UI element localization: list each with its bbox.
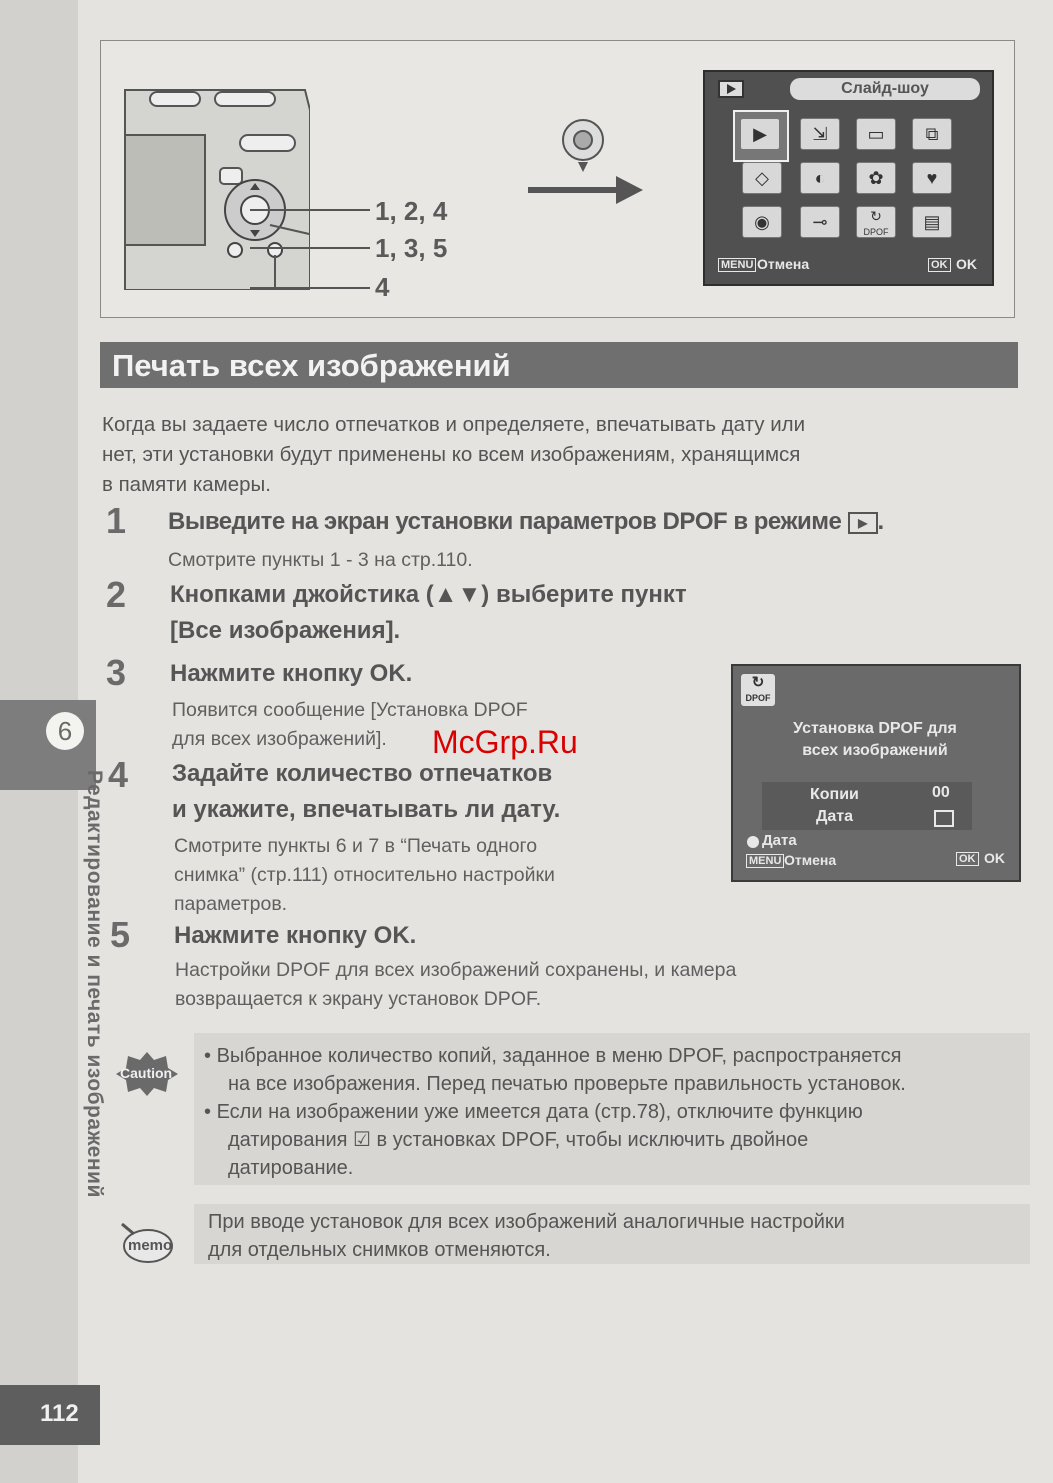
caution-bullet-line: • Если на изображении уже имеется дата (стр.78), отключите функцию [204, 1101, 863, 1123]
date-label: Дата [816, 808, 854, 825]
menu-ok-label[interactable]: OK [956, 256, 977, 272]
menu-key-label: MENU [718, 258, 756, 272]
menu-key-label: MENU [746, 854, 784, 868]
copies-label: Копии [810, 786, 859, 803]
memo-line: для отдельных снимков отменяются. [208, 1239, 551, 1261]
intro-line: Когда вы задаете число отпечатков и определяете, впечатывать дату или [102, 413, 806, 436]
resize-icon[interactable]: ⇲ [800, 118, 840, 150]
caution-bullet-line: • Выбранное количество копий, заданное в меню DPOF, распространяется [204, 1045, 902, 1067]
step-heading [172, 756, 712, 828]
step-note-line: Смотрите пункты 6 и 7 в “Печать одного [174, 835, 538, 857]
page-number: 112 [40, 1400, 79, 1427]
step-note-line: снимка” (стр.111) относительно настройки [174, 864, 555, 886]
step-note [174, 832, 714, 919]
right-arrow-icon [528, 170, 643, 210]
intro-line: нет, эти установки будут применены ко всем изображениям, хранящимся [102, 443, 801, 466]
copies-value[interactable]: 00 [932, 784, 950, 801]
caution-text: датирования ☑ в установках DPOF, чтобы исключить двойное [228, 1129, 809, 1151]
step-heading [170, 577, 890, 649]
dpof-title-line: всех изображений [802, 742, 948, 759]
watermark-text: McGrp.Ru [432, 724, 578, 760]
caution-text: Если на изображении уже имеется дата (стр.78), отключите функцию [216, 1101, 863, 1123]
step-number: 5 [110, 914, 131, 955]
dpof-ok-label[interactable]: OK [984, 850, 1005, 866]
dpof-cancel-label[interactable]: Отмена [784, 852, 837, 868]
ok-key-label: OK [928, 258, 951, 272]
step-heading-line: и укажите, впечатывать ли дату. [172, 796, 561, 823]
protect-key-icon[interactable]: ⊸ [800, 206, 840, 238]
dpof-arrow-icon: ↻ [751, 674, 765, 691]
step-note-line: параметров. [174, 893, 288, 915]
step-heading-line: Задайте количество отпечатков [172, 760, 553, 787]
step-note-line: Появится сообщение [Установка DPOF [172, 699, 528, 721]
step-heading-line: [Все изображения]. [170, 617, 401, 644]
step-note-line: для всех изображений]. [172, 728, 387, 750]
date-option-label[interactable]: Дата [762, 832, 797, 849]
intro-line: в памяти камеры. [102, 473, 271, 496]
caution-badge-text: Caution [120, 1065, 173, 1081]
step-heading: Выведите на экран установки параметров DPOF в режиме ▶ . [168, 508, 884, 535]
menu-cancel-label[interactable]: Отмена [757, 256, 810, 272]
dpof-icon[interactable] [856, 206, 896, 238]
caution-text: датирование. [228, 1157, 354, 1179]
dpof-icon-label: DPOF [745, 693, 771, 703]
step-number: 1 [106, 500, 127, 541]
playback-mode-icon [718, 80, 744, 98]
memo-line: При вводе установок для всех изображений аналогичные настройки [208, 1211, 845, 1233]
ok-key-label: OK [956, 852, 979, 866]
menu-title: Слайд-шоу [790, 78, 980, 100]
memo-text [208, 1208, 1028, 1264]
caution-text: на все изображения. Перед печатью проверьте правильность установок. [228, 1073, 906, 1095]
playback-mode-icon: ▶ [848, 512, 878, 534]
callout-label-2: 1, 3, 5 [375, 233, 448, 263]
joystick-icon [558, 118, 608, 173]
callout-label-3: 4 [375, 272, 390, 302]
movie-edit-icon[interactable]: ✿ [856, 162, 896, 194]
step-number: 2 [106, 574, 127, 615]
section-title: Печать всех изображений [112, 348, 511, 383]
intro-paragraph [102, 410, 1022, 500]
red-eye-edit-icon[interactable]: ◉ [742, 206, 782, 238]
step-heading: Нажмите кнопку OK. [174, 922, 417, 949]
frame-composite-icon[interactable]: ♥ [912, 162, 952, 194]
step-note: Смотрите пункты 1 - 3 на стр.110. [168, 549, 473, 571]
dpof-icon-label: DPOF [863, 227, 889, 237]
caution-badge-icon [114, 1050, 180, 1098]
caution-text: Выбранное количество копий, заданное в меню DPOF, распространяется [216, 1045, 902, 1067]
dpof-mode-icon [741, 674, 775, 706]
step-heading-text: Выведите на экран установки параметров DPOF в режиме [168, 508, 842, 535]
slideshow-play-icon[interactable]: ▶ [740, 118, 780, 150]
crop-icon[interactable]: ▭ [856, 118, 896, 150]
memo-badge-text: memo [128, 1237, 173, 1254]
chapter-title: Редактирование и печать изображений [83, 770, 106, 1198]
date-checkbox[interactable] [934, 810, 954, 827]
memo-badge-icon [118, 1220, 174, 1266]
step-heading: Нажмите кнопку OK. [170, 660, 413, 687]
caution-bullet [204, 1042, 1028, 1182]
step-number: 3 [106, 652, 127, 693]
step-heading-line: Кнопками джойстика (▲▼) выберите пункт [170, 581, 687, 608]
callout-label-1: 1, 2, 4 [375, 196, 448, 226]
callout-lines [250, 200, 375, 300]
image-copy-icon[interactable]: ⧉ [912, 118, 952, 150]
rotate-icon[interactable]: ◇ [742, 162, 782, 194]
chapter-number: 6 [46, 712, 84, 750]
start-screen-icon[interactable]: ▤ [912, 206, 952, 238]
digital-filter-icon[interactable]: ◐ [800, 162, 840, 194]
dpof-title-line: Установка DPOF для [793, 720, 957, 737]
dpof-arrow-icon: ↻ [870, 208, 882, 224]
step-note-line: Настройки DPOF для всех изображений сохранены, и камера [175, 959, 737, 981]
step-note-line: возвращается к экрану установок DPOF. [175, 988, 542, 1010]
ok-button-icon [747, 836, 759, 848]
step-number: 4 [108, 754, 129, 795]
step-note [175, 956, 975, 1014]
